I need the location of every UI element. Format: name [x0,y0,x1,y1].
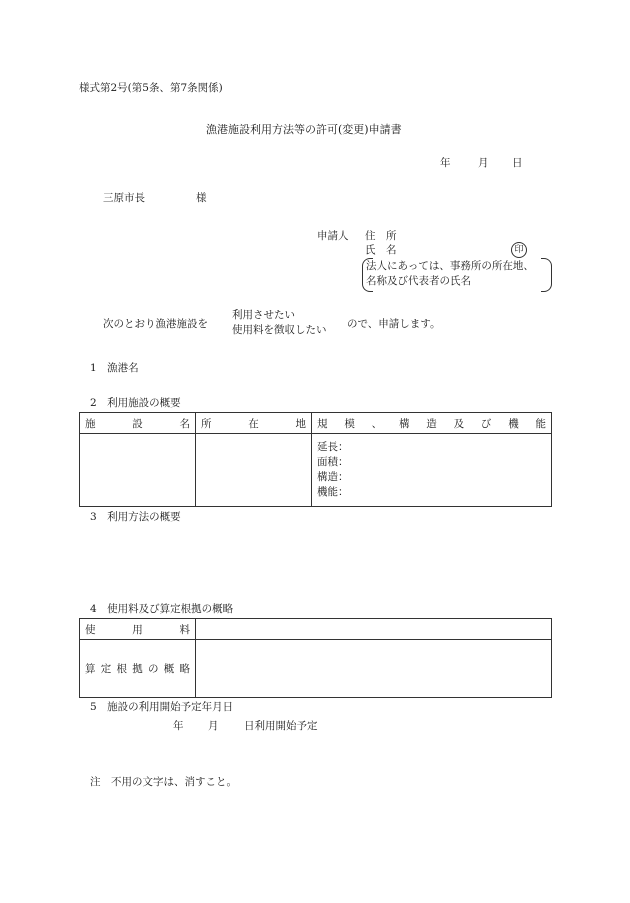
date-day: 日 [512,157,523,169]
spec-structure-label: 構造： [317,471,349,483]
section-3-heading: 3 利用方法の概要 [90,511,181,523]
section-2-heading: 2 利用施設の概要 [90,397,181,409]
fee-table [79,618,552,698]
cell-specs[interactable] [312,434,552,507]
footnote: 注 不用の文字は、消すこと。 [90,776,237,788]
request-prefix: 次のとおり漁港施設を [103,318,208,330]
section-1-heading: 1 漁港名 [90,362,139,374]
basis-value-cell[interactable] [196,640,552,698]
request-suffix: ので、申請します。 [347,318,441,330]
spec-area-label: 面積： [317,456,349,468]
header-facility-name: 施 設 名 [80,413,196,434]
seal-mark: 印 [511,242,527,258]
header-scale-structure-function: 規 模 、 構 造 及 び 機 能 [312,413,552,434]
start-year: 年 [173,720,184,732]
fee-value-cell[interactable] [196,619,552,640]
request-option-fee: 使用料を徴収したい [232,324,327,336]
corp-note-line1: 法人にあっては、事務所の所在地、 [366,260,534,272]
header-location: 所 在 地 [196,413,312,434]
address-label: 住 所 [365,230,397,242]
spec-length-label: 延長： [317,441,349,453]
start-month: 月 [208,720,219,732]
page-title: 漁港施設利用方法等の許可(変更)申請書 [206,123,402,136]
applicant-label: 申請人 [317,230,349,242]
addressee-honorific: 様 [196,192,207,204]
addressee-name: 三原市長 [103,192,145,204]
start-suffix: 日利用開始予定 [244,720,318,732]
form-reference: 様式第2号(第5条、第7条関係) [79,82,223,94]
date-month: 月 [478,157,489,169]
request-option-use: 利用させたい [232,309,295,321]
facility-table [79,412,552,507]
fee-label-cell: 使 用 料 [80,619,196,640]
date-year: 年 [440,157,451,169]
corp-note-line2: 名称及び代表者の氏名 [366,275,471,287]
section-5-heading: 5 施設の利用開始予定年月日 [90,701,234,713]
spec-function-label: 機能： [317,486,349,498]
basis-label-cell: 算 定 根 拠 の 概 略 [80,640,196,698]
section-4-heading: 4 使用料及び算定根拠の概略 [90,603,234,615]
cell-facility-name[interactable] [80,434,196,507]
cell-location[interactable] [196,434,312,507]
right-paren [541,258,552,292]
name-label: 氏 名 [365,244,397,256]
